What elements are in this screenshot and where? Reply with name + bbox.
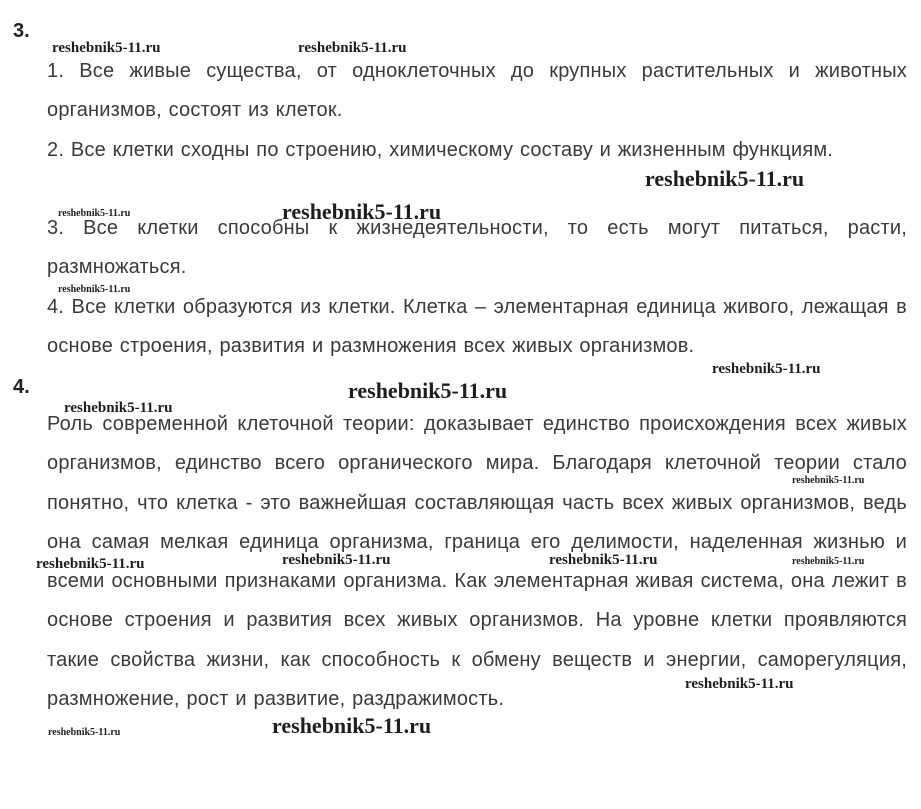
section-4-number: 4. (13, 376, 30, 398)
watermark: reshebnik5-11.ru (792, 475, 865, 486)
watermark: reshebnik5-11.ru (58, 284, 131, 295)
section-4-text: Роль современной клеточной теории: доказывает единство происхождения всех живых организмов, единство всего органического мира. Благодаря клеточной теории стало понятно, что клетка - это важнейшая составляющая часть всех живых организмов, ведь она самая мелкая единица организма, граница его делимости, наделенная жизнью и всеми основными признаками организма. Как элементарная живая система, она лежит в основе строения и развития всех живых организмов. На уровне клетки проявляются такие свойства жизни, как способность к обмену веществ и энергии, саморегуляция, размножение, рост и развитие, раздражимость. (47, 413, 907, 711)
watermark: reshebnik5-11.ru (792, 556, 865, 567)
watermark: reshebnik5-11.ru (282, 199, 442, 224)
section-3-number: 3. (13, 20, 30, 42)
watermark: reshebnik5-11.ru (645, 166, 805, 191)
watermark: reshebnik5-11.ru (348, 378, 508, 403)
watermark: reshebnik5-11.ru (48, 727, 121, 738)
watermark: reshebnik5-11.ru (272, 713, 432, 738)
section-3-item-3: 3. Все клетки способны к жизнедеятельности, то есть могут питаться, расти, размножаться. (47, 217, 907, 279)
section-3-item-4: 4. Все клетки образуются из клетки. Клетка – элементарная единица живого, лежащая в основе строения, развития и размножения всех живых организмов. (47, 296, 907, 358)
section-3-item-1: 1. Все живые существа, от одноклеточных до крупных растительных и животных организмов, состоят из клеток. (47, 60, 907, 122)
watermark: reshebnik5-11.ru (712, 361, 821, 377)
watermark: reshebnik5-11.ru (36, 556, 145, 572)
section-3-item-2: 2. Все клетки сходны по строению, химическому составу и жизненным функциям. (47, 139, 834, 161)
watermark: reshebnik5-11.ru (685, 676, 794, 692)
watermark: reshebnik5-11.ru (298, 40, 407, 56)
watermark: reshebnik5-11.ru (52, 40, 161, 56)
watermark: reshebnik5-11.ru (282, 552, 391, 568)
watermark: reshebnik5-11.ru (58, 208, 131, 219)
watermark: reshebnik5-11.ru (64, 400, 173, 416)
watermark: reshebnik5-11.ru (549, 552, 658, 568)
